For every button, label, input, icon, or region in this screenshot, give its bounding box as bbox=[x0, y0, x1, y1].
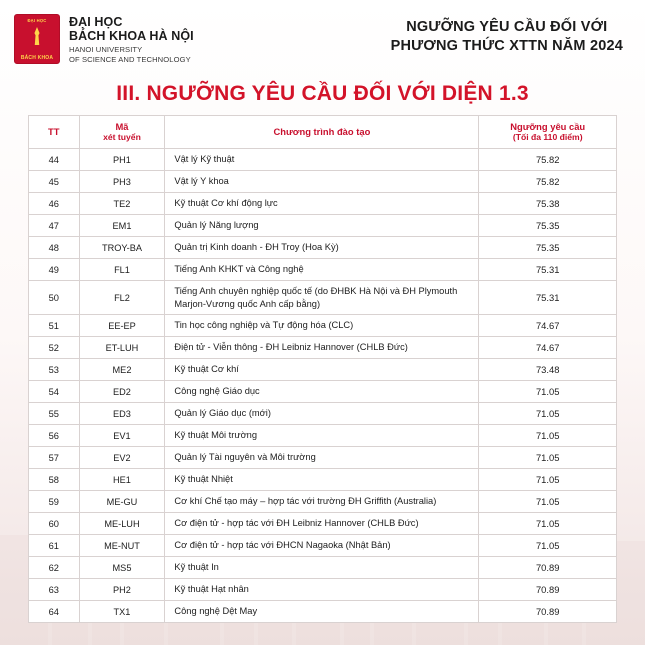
cell-program: Tin học công nghiệp và Tự động hóa (CLC) bbox=[165, 315, 479, 337]
table-row bbox=[29, 337, 617, 359]
cell-code: EV1 bbox=[79, 425, 165, 447]
table-row bbox=[29, 601, 617, 623]
cell-index: 49 bbox=[29, 259, 80, 281]
table-row bbox=[29, 579, 617, 601]
table-row bbox=[29, 381, 617, 403]
cell-code: EV2 bbox=[79, 447, 165, 469]
column-header-code-label: Mã bbox=[115, 120, 129, 132]
cell-index: 51 bbox=[29, 315, 80, 337]
table-row bbox=[29, 425, 617, 447]
cell-threshold: 75.35 bbox=[479, 215, 617, 237]
table-row bbox=[29, 215, 617, 237]
cell-threshold: 71.05 bbox=[479, 403, 617, 425]
cell-program: Quản lý Giáo dục (mới) bbox=[165, 403, 479, 425]
university-name-en-line1: HANOI UNIVERSITY bbox=[69, 45, 143, 54]
cell-index: 48 bbox=[29, 237, 80, 259]
cell-index: 56 bbox=[29, 425, 80, 447]
cell-program: Quản trị Kinh doanh - ĐH Troy (Hoa Kỳ) bbox=[165, 237, 479, 259]
table-header-row bbox=[29, 116, 617, 149]
cell-index: 47 bbox=[29, 215, 80, 237]
table-row bbox=[29, 359, 617, 381]
cell-code: PH3 bbox=[79, 171, 165, 193]
column-header-threshold-label: Ngưỡng yêu cầu bbox=[510, 120, 586, 132]
column-header-threshold-sub: (Tối đa 110 điểm) bbox=[512, 132, 583, 142]
cell-index: 57 bbox=[29, 447, 80, 469]
document-header bbox=[0, 0, 645, 76]
cell-threshold: 75.82 bbox=[479, 171, 617, 193]
document-title-line2: PHƯƠNG THỨC XTTN NĂM 2024 bbox=[390, 38, 623, 54]
university-logo bbox=[14, 14, 60, 64]
cell-index: 52 bbox=[29, 337, 80, 359]
cell-program: Kỹ thuật Cơ khí động lực bbox=[165, 193, 479, 215]
cell-program: Vật lý Y khoa bbox=[165, 171, 479, 193]
cell-index: 60 bbox=[29, 513, 80, 535]
column-header-code bbox=[79, 116, 165, 149]
document-title-line1: NGƯỠNG YÊU CẦU ĐỐI VỚI bbox=[406, 19, 608, 35]
cell-program: Vật lý Kỹ thuật bbox=[165, 149, 479, 171]
table-row bbox=[29, 259, 617, 281]
cell-program: Điện tử - Viễn thông - ĐH Leibniz Hannover (CHLB Đức) bbox=[165, 337, 479, 359]
cell-code: ET-LUH bbox=[79, 337, 165, 359]
cell-code: ME2 bbox=[79, 359, 165, 381]
cell-threshold: 70.89 bbox=[479, 579, 617, 601]
cell-threshold: 71.05 bbox=[479, 447, 617, 469]
cell-program: Tiếng Anh KHKT và Công nghệ bbox=[165, 259, 479, 281]
cell-code: PH2 bbox=[79, 579, 165, 601]
cell-index: 62 bbox=[29, 557, 80, 579]
cell-index: 53 bbox=[29, 359, 80, 381]
cell-code: TROY-BA bbox=[79, 237, 165, 259]
cell-threshold: 75.31 bbox=[479, 259, 617, 281]
cell-program: Công nghệ Dệt May bbox=[165, 601, 479, 623]
cell-threshold: 71.05 bbox=[479, 381, 617, 403]
table-row bbox=[29, 447, 617, 469]
document-title-block bbox=[391, 12, 629, 56]
cell-index: 50 bbox=[29, 281, 80, 315]
table-row bbox=[29, 557, 617, 579]
cell-threshold: 74.67 bbox=[479, 315, 617, 337]
cell-threshold: 75.35 bbox=[479, 237, 617, 259]
table-row bbox=[29, 535, 617, 557]
cell-index: 58 bbox=[29, 469, 80, 491]
cell-code: HE1 bbox=[79, 469, 165, 491]
cell-index: 59 bbox=[29, 491, 80, 513]
cell-program: Cơ điện tử - hợp tác với ĐH Leibniz Hannover (CHLB Đức) bbox=[165, 513, 479, 535]
cell-program: Cơ điện tử - hợp tác với ĐHCN Nagaoka (Nhật Bản) bbox=[165, 535, 479, 557]
cell-index: 63 bbox=[29, 579, 80, 601]
column-header-threshold bbox=[479, 116, 617, 149]
cell-program: Kỹ thuật Hạt nhân bbox=[165, 579, 479, 601]
table-body bbox=[29, 149, 617, 623]
cell-index: 45 bbox=[29, 171, 80, 193]
cell-threshold: 70.89 bbox=[479, 601, 617, 623]
table-row bbox=[29, 193, 617, 215]
cell-threshold: 70.89 bbox=[479, 557, 617, 579]
cell-code: FL1 bbox=[79, 259, 165, 281]
cell-code: TE2 bbox=[79, 193, 165, 215]
score-table-wrapper bbox=[28, 115, 617, 623]
cell-code: FL2 bbox=[79, 281, 165, 315]
cell-code: EE-EP bbox=[79, 315, 165, 337]
column-header-program bbox=[165, 116, 479, 149]
cell-program: Cơ khí Chế tạo máy – hợp tác với trường ĐH Griffith (Australia) bbox=[165, 491, 479, 513]
cell-index: 44 bbox=[29, 149, 80, 171]
cell-index: 54 bbox=[29, 381, 80, 403]
cell-code: ED2 bbox=[79, 381, 165, 403]
cell-threshold: 75.38 bbox=[479, 193, 617, 215]
cell-code: ME-LUH bbox=[79, 513, 165, 535]
logo-bottom-text: BÁCH KHOA bbox=[20, 55, 54, 61]
cell-threshold: 71.05 bbox=[479, 535, 617, 557]
cell-threshold: 71.05 bbox=[479, 469, 617, 491]
table-row bbox=[29, 171, 617, 193]
cell-program: Kỹ thuật In bbox=[165, 557, 479, 579]
table-row bbox=[29, 513, 617, 535]
cell-program: Kỹ thuật Cơ khí bbox=[165, 359, 479, 381]
logo-top-text: ĐẠI HỌC bbox=[27, 18, 47, 23]
university-name-vi-line1: ĐẠI HỌC bbox=[69, 15, 123, 29]
table-row bbox=[29, 491, 617, 513]
table-row bbox=[29, 315, 617, 337]
cell-index: 55 bbox=[29, 403, 80, 425]
section-title: III. NGƯỠNG YÊU CẦU ĐỐI VỚI DIỆN 1.3 bbox=[116, 82, 529, 105]
cell-program: Kỹ thuật Nhiệt bbox=[165, 469, 479, 491]
column-header-tt-label: TT bbox=[48, 126, 60, 138]
column-header-program-label: Chương trình đào tạo bbox=[273, 126, 371, 138]
column-header-tt bbox=[29, 116, 80, 149]
cell-threshold: 74.67 bbox=[479, 337, 617, 359]
cell-code: EM1 bbox=[79, 215, 165, 237]
cell-threshold: 73.48 bbox=[479, 359, 617, 381]
cell-code: TX1 bbox=[79, 601, 165, 623]
table-row bbox=[29, 469, 617, 491]
cell-index: 61 bbox=[29, 535, 80, 557]
cell-code: ED3 bbox=[79, 403, 165, 425]
cell-program: Quản lý Năng lượng bbox=[165, 215, 479, 237]
column-header-code-sub: xét tuyển bbox=[103, 132, 141, 142]
university-name-block bbox=[69, 12, 194, 64]
table-row bbox=[29, 237, 617, 259]
cell-threshold: 71.05 bbox=[479, 425, 617, 447]
cell-index: 46 bbox=[29, 193, 80, 215]
cell-code: MS5 bbox=[79, 557, 165, 579]
cell-program: Quản lý Tài nguyên và Môi trường bbox=[165, 447, 479, 469]
cell-threshold: 75.31 bbox=[479, 281, 617, 315]
cell-index: 64 bbox=[29, 601, 80, 623]
table-row bbox=[29, 403, 617, 425]
university-name-vi-line2: BÁCH KHOA HÀ NỘI bbox=[69, 29, 194, 43]
university-name-en-line2: OF SCIENCE AND TECHNOLOGY bbox=[69, 54, 191, 64]
cell-program: Công nghệ Giáo dục bbox=[165, 381, 479, 403]
table-row bbox=[29, 281, 617, 315]
cell-program: Kỹ thuật Môi trường bbox=[165, 425, 479, 447]
cell-threshold: 75.82 bbox=[479, 149, 617, 171]
table-header bbox=[29, 116, 617, 149]
table-row bbox=[29, 149, 617, 171]
cell-code: ME-NUT bbox=[79, 535, 165, 557]
cell-code: PH1 bbox=[79, 149, 165, 171]
cell-threshold: 71.05 bbox=[479, 491, 617, 513]
score-table bbox=[28, 115, 617, 623]
cell-program: Tiếng Anh chuyên nghiệp quốc tế (do ĐHBK Hà Nội và ĐH Plymouth Marjon-Vương quốc Anh cấp bằng) bbox=[165, 281, 479, 315]
cell-threshold: 71.05 bbox=[479, 513, 617, 535]
cell-code: ME-GU bbox=[79, 491, 165, 513]
